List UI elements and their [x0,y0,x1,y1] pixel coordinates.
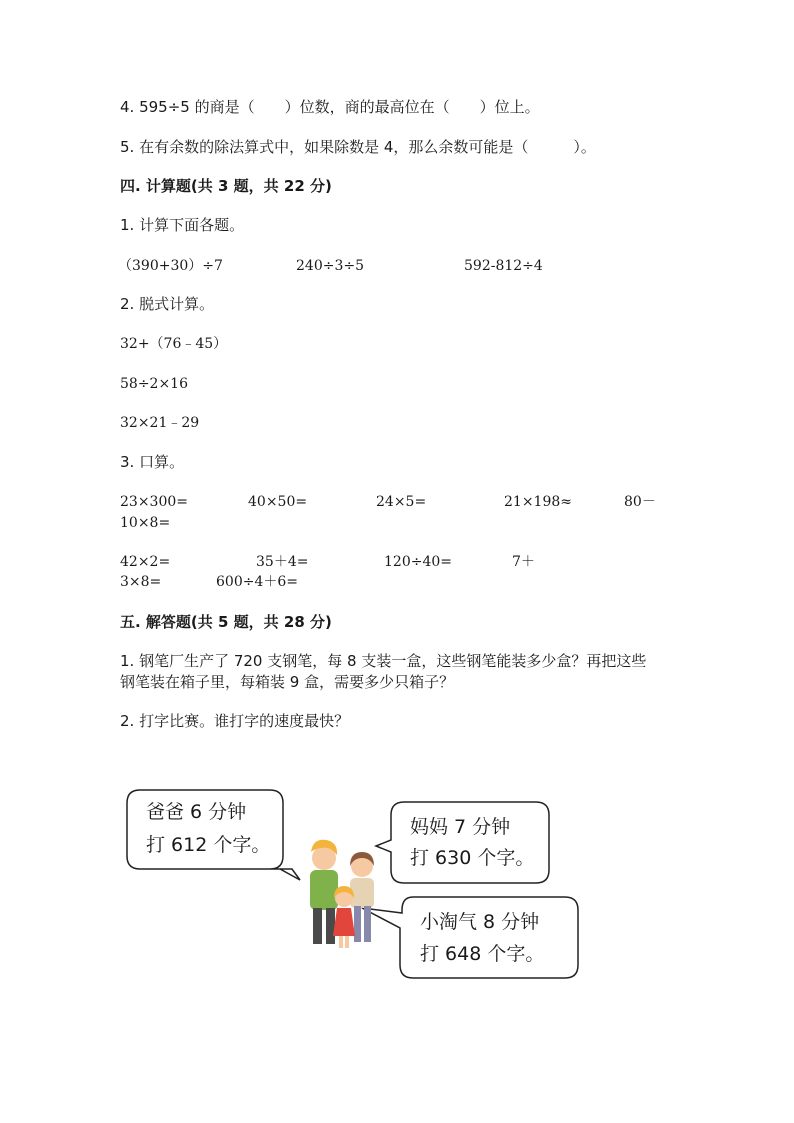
calc-item: 592-812÷4 [464,258,543,274]
kid-bubble-line1: 小淘气 8 分钟 [420,911,540,933]
calc-item: 240÷3÷5 [296,258,364,274]
question-5: 5. 在有余数的除法算式中，如果除数是 4，那么余数可能是（ ）。 [120,138,596,156]
kid-figure [333,886,355,948]
oral-calc-item: 80－ [624,494,656,510]
mom-bubble-line2: 打 630 个字。 [410,847,535,869]
s4-question-3: 3. 口算。 [120,453,185,471]
calc-item: （390+30）÷7 [118,258,223,274]
oral-calc-item: 35＋4= [256,554,309,570]
s5-question-1-line2: 钢笔装在箱子里，每箱装 9 盒，需要多少只箱子？ [120,673,455,691]
s4-question-1: 1. 计算下面各题。 [120,216,245,234]
mom-speech-bubble [376,802,549,883]
dad-speech-bubble [127,790,300,880]
typing-contest-illustration [0,780,794,980]
step-calc-item: 32+（76﹣45） [120,336,228,352]
oral-calc-item: 600÷4＋6= [216,574,298,590]
step-calc-item: 32×21﹣29 [120,415,200,431]
dad-bubble-line2: 打 612 个字。 [146,834,271,856]
oral-calc-item: 42×2= [120,554,171,570]
oral-calc-item: 21×198≈ [504,494,572,510]
question-4: 4. 595÷5 的商是（ ）位数，商的最高位在（ ）位上。 [120,98,540,116]
oral-calc-item: 40×50= [248,494,308,510]
oral-calc-item: 7＋ [512,554,535,570]
dad-figure [310,840,338,944]
oral-calc-item: 24×5= [376,494,427,510]
s5-question-1-line1: 1. 钢笔厂生产了 720 支钢笔，每 8 支装一盒，这些钢笔能装多少盒？再把这些 [120,652,647,670]
section-5-heading: 五. 解答题(共 5 题，共 28 分) [120,613,332,631]
section-4-heading: 四. 计算题(共 3 题，共 22 分) [120,177,332,195]
oral-calc-item: 23×300= [120,494,188,510]
s4-question-2: 2. 脱式计算。 [120,295,215,313]
oral-calc-item: 3×8= [120,574,162,590]
oral-calc-item: 10×8= [120,515,171,531]
dad-bubble-line1: 爸爸 6 分钟 [146,801,247,823]
oral-calc-item: 120÷40= [384,554,452,570]
step-calc-item: 58÷2×16 [120,376,188,392]
kid-speech-bubble [362,897,578,978]
mom-bubble-line1: 妈妈 7 分钟 [410,816,511,838]
kid-bubble-line2: 打 648 个字。 [420,943,545,965]
s5-question-2: 2. 打字比赛。谁打字的速度最快？ [120,712,350,730]
